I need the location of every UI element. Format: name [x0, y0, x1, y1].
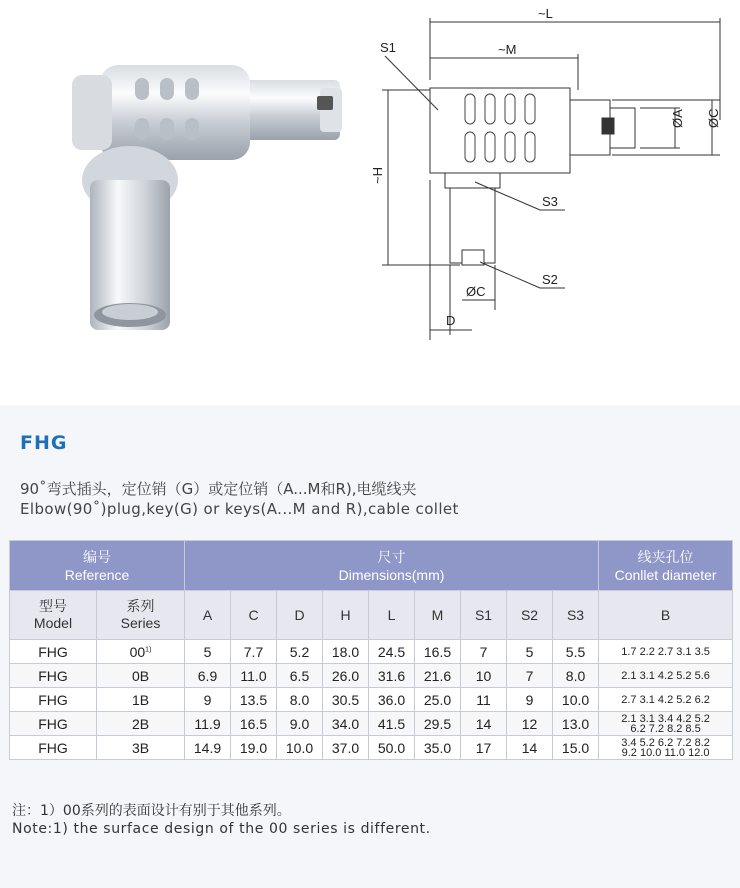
cell-s3: 5.5 [553, 640, 599, 664]
col-series-cn: 系列 [126, 598, 155, 614]
dim-a-label: ØA [670, 109, 685, 128]
cell-l: 41.5 [369, 712, 415, 736]
cell-s2: 5 [507, 640, 553, 664]
header-reference [10, 541, 185, 591]
cell-s2: 9 [507, 688, 553, 712]
cell-c: 13.5 [231, 688, 277, 712]
product-title: FHG [20, 432, 68, 454]
dim-c-bottom-label: ØC [466, 284, 486, 299]
table-row [10, 640, 733, 664]
cell-h: 34.0 [323, 712, 369, 736]
col-b: B [599, 591, 733, 640]
cell-s3: 10.0 [553, 688, 599, 712]
cell-b [599, 640, 733, 664]
col-c: C [231, 591, 277, 640]
cell-s2: 12 [507, 712, 553, 736]
header-reference-en: Reference [64, 566, 130, 583]
table-row [10, 736, 733, 760]
cell-s1: 14 [461, 712, 507, 736]
cell-b [599, 736, 733, 760]
dim-c-label: ØC [706, 108, 721, 128]
cell-s1: 7 [461, 640, 507, 664]
description-en: Elbow(90˚)plug,key(G) or keys(A...M and R),cable collet [20, 500, 459, 518]
header-dimensions-en: Dimensions(mm) [338, 566, 445, 583]
dim-s3-label: S3 [542, 194, 558, 209]
cell-c: 7.7 [231, 640, 277, 664]
dim-s1-label: S1 [380, 40, 396, 55]
cell-l: 50.0 [369, 736, 415, 760]
dim-h-label: ~H [370, 167, 385, 184]
cell-l: 24.5 [369, 640, 415, 664]
cell-s2: 7 [507, 664, 553, 688]
cell-s1: 11 [461, 688, 507, 712]
cell-s2: 14 [507, 736, 553, 760]
cell-d: 6.5 [277, 664, 323, 688]
description-cn: 90˚弯式插头，定位销（G）或定位销（A...M和R),电缆线夹 [20, 480, 417, 498]
spec-table [9, 540, 733, 760]
col-d: D [277, 591, 323, 640]
table-row [10, 712, 733, 736]
cell-a: 9 [185, 688, 231, 712]
cell-model: FHG [10, 640, 97, 664]
cell-c: 16.5 [231, 712, 277, 736]
cell-a: 11.9 [185, 712, 231, 736]
cell-c: 11.0 [231, 664, 277, 688]
cell-series [97, 712, 185, 736]
cell-s1: 10 [461, 664, 507, 688]
cell-model: FHG [10, 688, 97, 712]
col-h: H [323, 591, 369, 640]
col-s2: S2 [507, 591, 553, 640]
table-row [10, 688, 733, 712]
cell-h: 26.0 [323, 664, 369, 688]
col-l: L [369, 591, 415, 640]
col-model [10, 591, 97, 640]
cell-m: 35.0 [415, 736, 461, 760]
header-dimensions [185, 541, 599, 591]
product-photo [40, 40, 370, 340]
header-reference-cn: 编号 [83, 548, 111, 565]
series-value: 3B [131, 739, 150, 756]
header-collet [599, 541, 733, 591]
cell-model: FHG [10, 736, 97, 760]
cell-b-line1: 2.7 3.1 4.2 5.2 6.2 [621, 693, 710, 706]
cell-b [599, 664, 733, 688]
header-dimensions-cn: 尺寸 [377, 548, 406, 565]
cell-s1: 17 [461, 736, 507, 760]
cell-b [599, 712, 733, 736]
technical-drawing [350, 0, 740, 350]
footnote-en: Note:1) the surface design of the 00 series is different. [12, 821, 431, 837]
cell-b-line1: 3.4 5.2 6.2 7.2 8.2 [621, 736, 710, 749]
cell-d: 8.0 [277, 688, 323, 712]
cell-s3: 13.0 [553, 712, 599, 736]
cell-l: 31.6 [369, 664, 415, 688]
cell-m: 21.6 [415, 664, 461, 688]
cell-series [97, 736, 185, 760]
cell-l: 36.0 [369, 688, 415, 712]
col-model-cn: 型号 [39, 598, 67, 614]
cell-series [97, 688, 185, 712]
cell-series [97, 640, 185, 664]
cell-a: 14.9 [185, 736, 231, 760]
cell-model: FHG [10, 664, 97, 688]
cell-d: 9.0 [277, 712, 323, 736]
col-series-en: Series [120, 615, 161, 631]
col-model-en: Model [33, 615, 73, 631]
cell-b [599, 688, 733, 712]
cell-m: 16.5 [415, 640, 461, 664]
dim-s2-label: S2 [542, 272, 558, 287]
dim-m-label: ~M [498, 42, 517, 57]
cell-series [97, 664, 185, 688]
top-section [0, 0, 740, 405]
header-collet-en: Conllet diameter [614, 566, 717, 583]
cell-m: 25.0 [415, 688, 461, 712]
header-collet-cn: 线夹孔位 [637, 548, 694, 565]
footnote-cn: 注：1）00系列的表面设计有别于其他系列。 [12, 803, 291, 819]
col-m: M [415, 591, 461, 640]
cell-a: 6.9 [185, 664, 231, 688]
cell-h: 37.0 [323, 736, 369, 760]
footnote-mark: 1) [145, 645, 152, 653]
cell-b-line1: 2.1 3.1 4.2 5.2 5.6 [621, 669, 710, 682]
cell-m: 29.5 [415, 712, 461, 736]
cell-a: 5 [185, 640, 231, 664]
cell-b-line1: 2.1 3.1 3.4 4.2 5.2 [621, 712, 710, 725]
cell-h: 18.0 [323, 640, 369, 664]
col-a: A [185, 591, 231, 640]
cell-d: 10.0 [277, 736, 323, 760]
cell-b-line2: 9.2 10.0 11.0 12.0 [621, 746, 710, 759]
cell-d: 5.2 [277, 640, 323, 664]
series-value: 00 [129, 643, 146, 660]
cell-s3: 15.0 [553, 736, 599, 760]
cell-model: FHG [10, 712, 97, 736]
cell-b-line2: 6.2 7.2 8.2 8.5 [630, 722, 701, 735]
cell-c: 19.0 [231, 736, 277, 760]
col-s3: S3 [553, 591, 599, 640]
cell-s3: 8.0 [553, 664, 599, 688]
series-value: 1B [131, 691, 150, 708]
cell-b-line1: 1.7 2.2 2.7 3.1 3.5 [621, 645, 710, 658]
dim-d-label: D [446, 313, 456, 328]
series-value: 2B [131, 715, 150, 732]
col-s1: S1 [461, 591, 507, 640]
dim-l-label: ~L [538, 6, 553, 21]
col-series [97, 591, 185, 640]
cell-h: 30.5 [323, 688, 369, 712]
table-row [10, 664, 733, 688]
series-value: 0B [131, 667, 150, 684]
